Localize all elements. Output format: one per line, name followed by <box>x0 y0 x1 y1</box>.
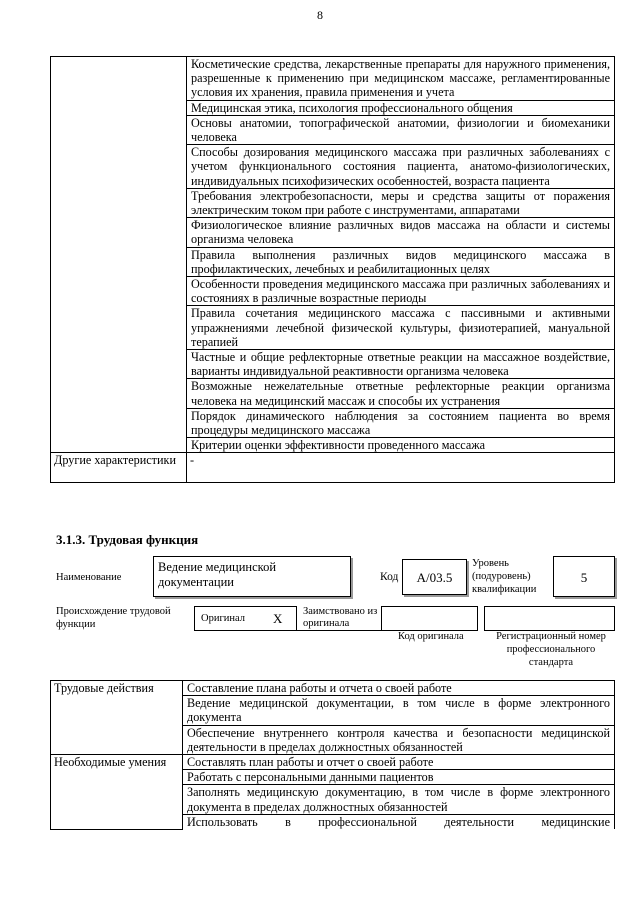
code-original-label: Код оригинала <box>398 631 464 642</box>
level-label: Уровень (подуровень) квалификации <box>472 558 537 595</box>
function-name-box: Ведение медицинской документации <box>153 556 351 597</box>
original-cell <box>194 606 297 631</box>
original-mark: X <box>273 611 283 626</box>
skills-label: Необходимые умения <box>51 755 183 830</box>
table-row <box>51 57 615 101</box>
list-item: Обеспечение внутреннего контроля качества и безопасности медицинской деятельности в пределах должностных обязанностей <box>183 725 615 754</box>
borrowed-cell <box>296 606 382 631</box>
list-item: Заполнять медицинскую документацию, в том числе в форме электронного документа в пределах должностных обязанностей <box>183 785 615 814</box>
list-item: Использовать в профессиональной деятельности медицинские <box>183 814 615 829</box>
list-item: Физиологическое влияние различных видов массажа на области и системы организма человека <box>187 218 615 247</box>
list-item: Составлять план работы и отчет о своей работе <box>183 755 615 770</box>
page-number: 8 <box>317 8 323 22</box>
row-label <box>51 57 187 453</box>
list-item: Правила выполнения различных видов медицинского массажа в профилактических, лечебных и реабилитационных целях <box>187 247 615 276</box>
table-row <box>51 755 615 770</box>
code-label: Код <box>380 571 399 583</box>
list-item: Правила сочетания медицинского массажа с пассивными и активными упражнениями лечебной физической культуры, физиотерапией, мануальной терапией <box>187 306 615 350</box>
name-label: Наименование <box>56 572 122 583</box>
other-characteristics-value: - <box>187 453 615 483</box>
function-code-box: A/03.5 <box>402 559 467 595</box>
list-item: Критерии оценки эффективности проведенного массажа <box>187 438 615 453</box>
table-row <box>51 453 615 483</box>
reg-number-label: Регистрационный номер профессионального стандарта <box>496 631 606 668</box>
list-item: Ведение медицинской документации, в том числе в форме электронного документа <box>183 696 615 725</box>
list-item: Основы анатомии, топографической анатомии, физиологии и биомеханики человека <box>187 115 615 144</box>
level-box: 5 <box>553 556 615 597</box>
labor-function-table <box>50 680 615 830</box>
list-item: Составление плана работы и отчета о своей работе <box>183 681 615 696</box>
list-item: Медицинская этика, психология профессионального общения <box>187 100 615 115</box>
origin-label: Происхождение трудовой функции <box>56 606 171 630</box>
other-characteristics-label: Другие характеристики <box>51 453 187 483</box>
knowledge-table <box>50 56 615 483</box>
labor-actions-label: Трудовые действия <box>51 681 183 755</box>
list-item: Способы дозирования медицинского массажа при различных заболеваниях с учетом функционального состояния пациента, анатомо-физиологических, индивидуальных психофизических особенностей, возраста пациента <box>187 145 615 189</box>
table-row <box>51 681 615 696</box>
section-heading: 3.1.3. Трудовая функция <box>56 532 199 547</box>
borrowed-label: Заимствовано из оригинала <box>303 606 378 629</box>
list-item: Работать с персональными данными пациентов <box>183 770 615 785</box>
code-original-cell <box>381 606 478 631</box>
list-item: Частные и общие рефлекторные ответные реакции на массажное воздействие, варианты индивидуальной реактивности организма человека <box>187 350 615 379</box>
list-item: Возможные нежелательные ответные рефлекторные реакции организма человека на медицинский массаж и способы их устранения <box>187 379 615 408</box>
list-item: Порядок динамического наблюдения за состоянием пациента во время процедуры медицинского массажа <box>187 408 615 437</box>
original-label: Оригинал <box>201 613 245 624</box>
list-item: Особенности проведения медицинского массажа при различных заболеваниях и состояниях в различные возрастные периоды <box>187 277 615 306</box>
reg-number-cell <box>484 606 615 631</box>
list-item: Косметические средства, лекарственные препараты для наружного применения, разрешенные к применению при медицинском массаже, регламентированные условия их хранения, правила применения и учета <box>187 57 615 101</box>
list-item: Требования электробезопасности, меры и средства защиты от поражения электрическим током при работе с инструментами, аппаратами <box>187 188 615 217</box>
